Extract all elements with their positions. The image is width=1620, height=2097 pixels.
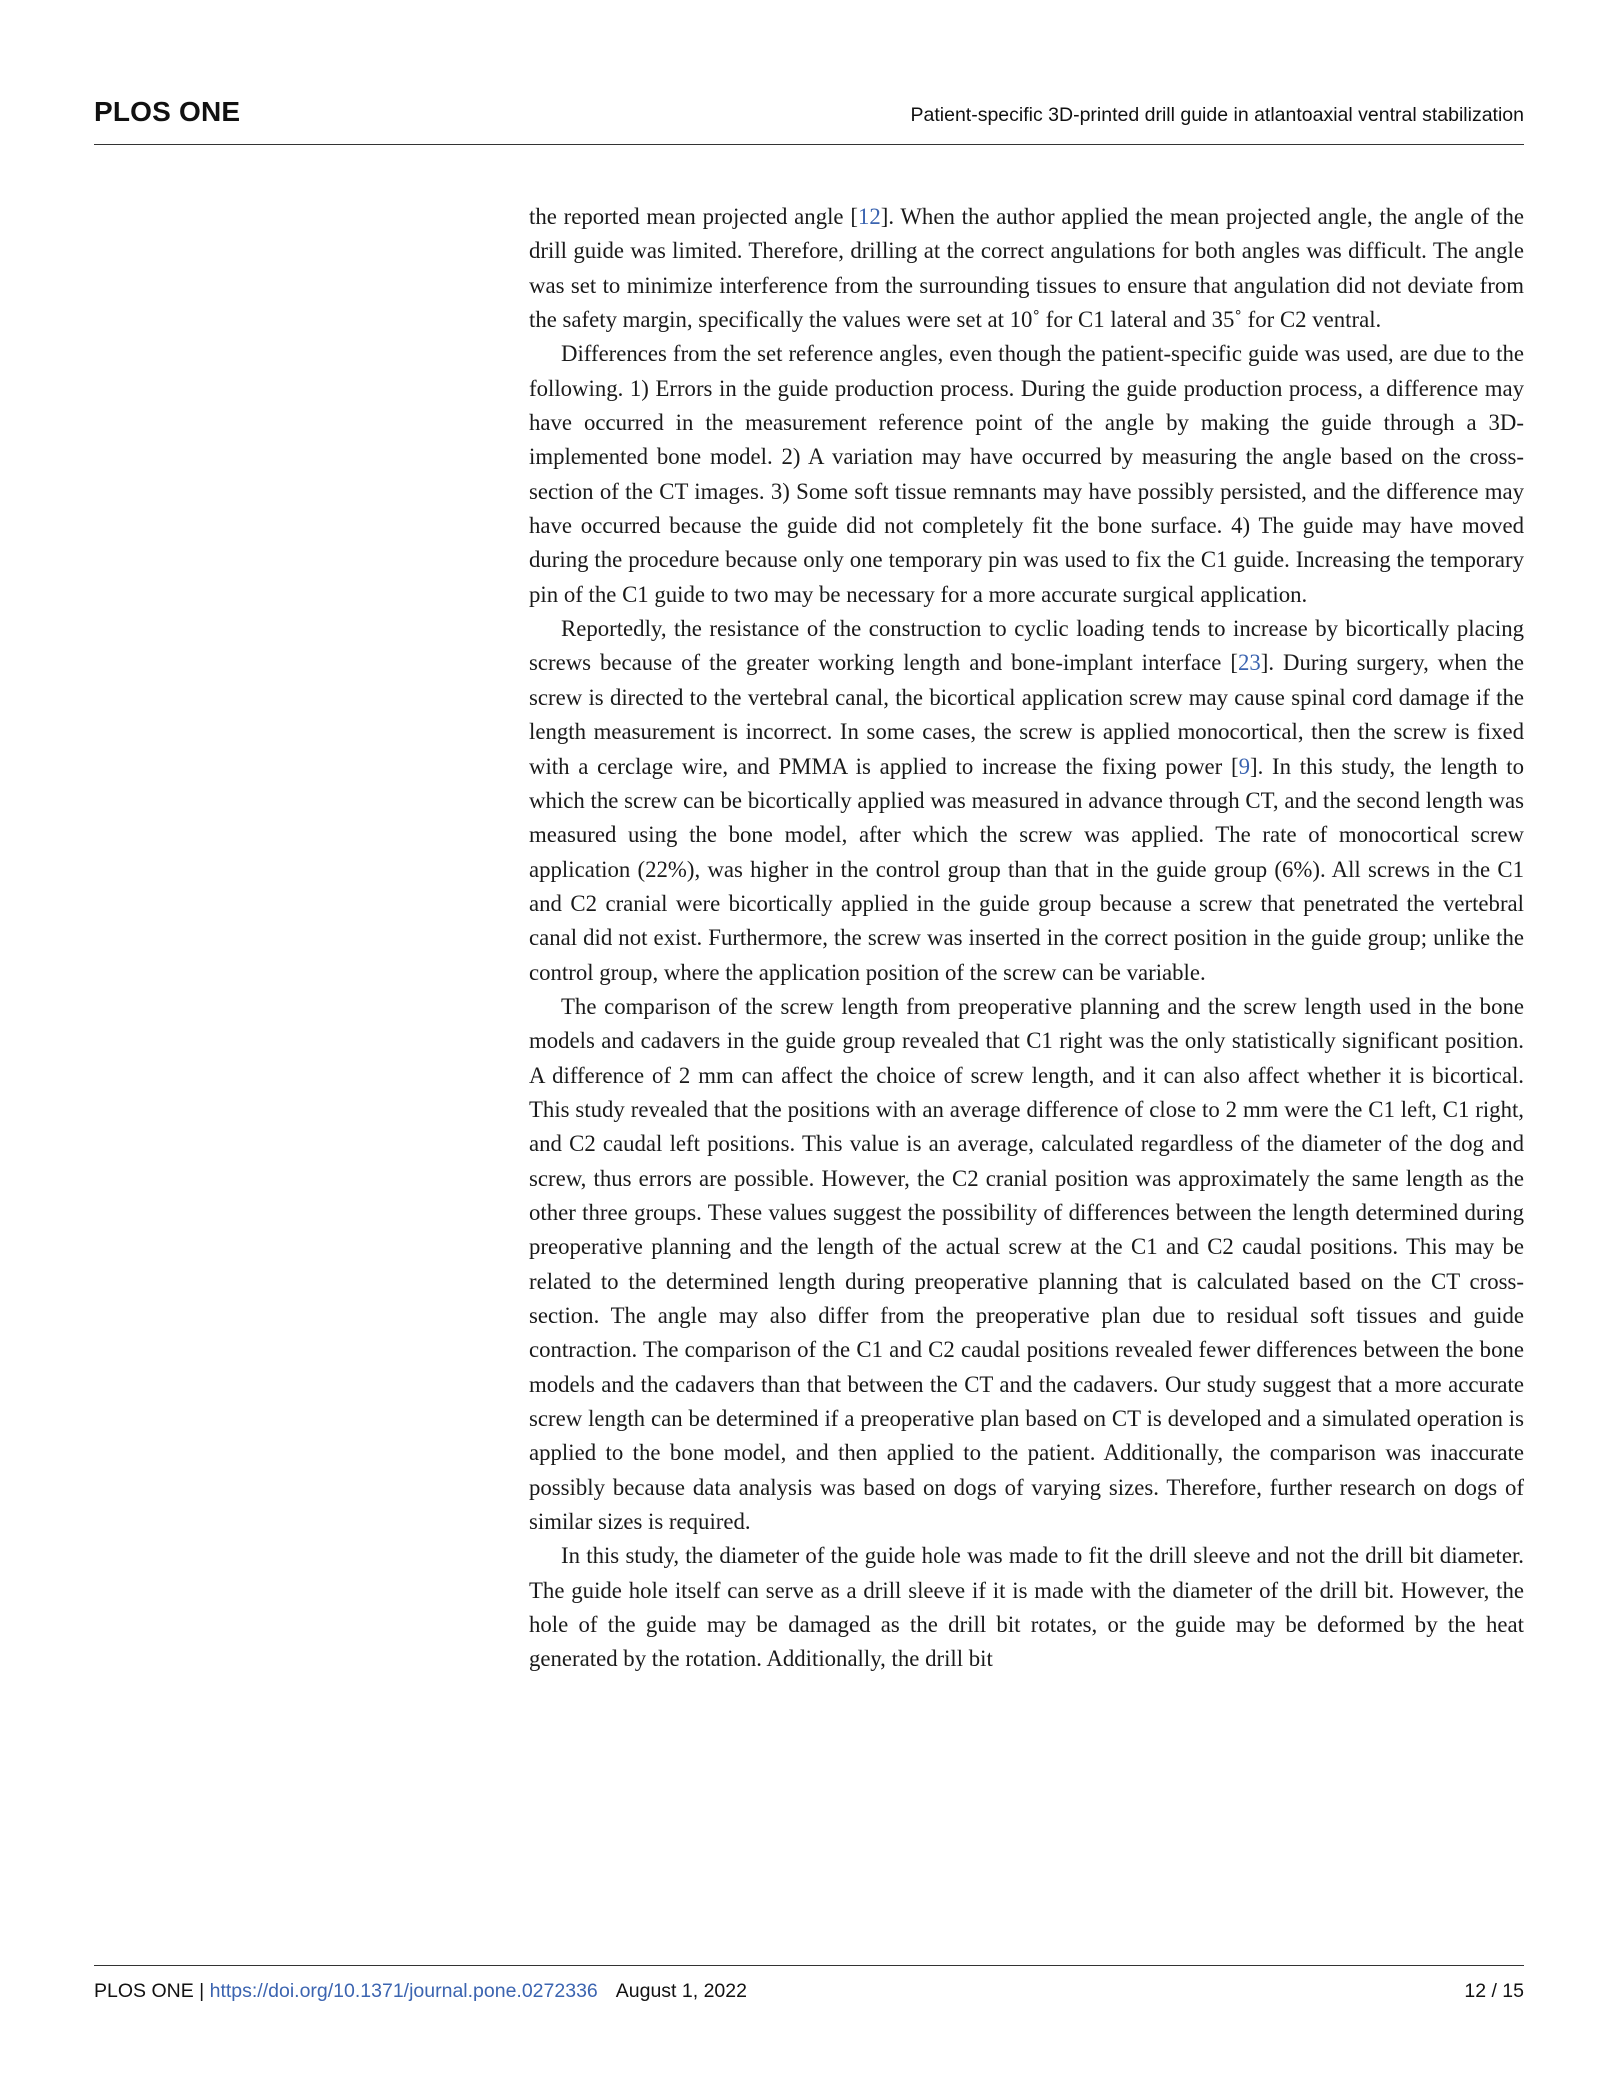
paragraph-4 [529,990,1524,1540]
paragraph-2 [529,337,1524,612]
paragraph-text: ]. In this study, the length to which the screw can be bicortically applied was measured in advance through CT, and the second length was measured using the bone model, after which the screw was applied. The rate of monocortical screw application (22%), was higher in the control group than that in the guide group (6%). All screws in the C1 and C2 cranial were bicortically applied in the guide group because a screw that penetrated the vertebral canal did not exist. Furthermore, the screw was inserted in the correct position in the guide group; unlike the control group, where the application position of the screw can be variable. [529,753,1524,985]
paragraph-text: ]. During surgery, when the screw is directed to the vertebral canal, the bicortical application screw may cause spinal cord damage if the length measurement is incorrect. In some cases, the screw is applied monocortical, then the screw is fixed with a cerclage wire, and PMMA is applied to increase the fixing power [ [529,650,1524,779]
page-header [94,96,1524,145]
page-footer [94,1965,1524,2016]
footer-citation [94,1980,747,2003]
citation-link-9[interactable]: 9 [1238,753,1250,779]
footer-journal: PLOS ONE [94,1980,194,2002]
doi-link[interactable]: https://doi.org/10.1371/journal.pone.0272336 [209,1980,598,2002]
publication-date: August 1, 2022 [615,1980,747,2002]
paragraph-text: The comparison of the screw length from preoperative planning and the screw length used in the bone models and cadavers in the guide group revealed that C1 right was the only statistically significant position. A difference of 2 mm can affect the choice of screw length, and it can also affect whether it is bicortical. This study revealed that the positions with an average difference of close to 2 mm were the C1 left, C1 right, and C2 caudal left positions. This value is an average, calculated regardless of the diameter of the dog and screw, thus errors are possible. However, the C2 cranial position was approximately the same length as the other three groups. These values suggest the possibility of differences between the length determined during preoperative planning and the length of the actual screw at the C1 and C2 caudal positions. This may be related to the determined length during preoperative planning that is calculated based on the CT cross-section. The angle may also differ from the preoperative plan due to residual soft tissues and guide contraction. The comparison of the C1 and C2 caudal positions revealed fewer differences between the bone models and the cadavers than that between the CT and the cadavers. Our study suggest that a more accurate screw length can be determined if a preoperative plan based on CT is developed and a simulated operation is applied to the bone model, and then applied to the patient. Additionally, the comparison was inaccurate possibly because data analysis was based on dogs of varying sizes. Therefore, further research on dogs of similar sizes is required. [529,993,1524,1535]
paragraph-text: Reportedly, the resistance of the construction to cyclic loading tends to increase by bicortically placing screws because of the greater working length and bone-implant interface [ [529,616,1524,676]
paragraph-text: ]. When the author applied the mean projected angle, the angle of the drill guide was limited. Therefore, drilling at the correct angulations for both angles was difficult. The angle was set to minimize interference from the surrounding tissues to ensure that angulation did not deviate from the safety margin, specifically the values were set at 10˚ for C1 lateral and 35˚ for C2 ventral. [529,204,1524,333]
paragraph-text: In this study, the diameter of the guide hole was made to fit the drill sleeve and not the drill bit diameter. The guide hole itself can serve as a drill sleeve if it is made with the diameter of the drill bit. However, the hole of the guide may be damaged as the drill bit rotates, or the guide may be deformed by the heat generated by the rotation. Additionally, the drill bit [529,1543,1524,1672]
paragraph-3 [529,612,1524,990]
paragraph-5 [529,1539,1524,1676]
citation-link-23[interactable]: 23 [1237,650,1261,676]
footer-separator: | [193,1980,210,2002]
paragraph-text: Differences from the set reference angles, even though the patient-specific guide was used, are due to the following. 1) Errors in the guide production process. During the guide production process, a difference may have occurred in the measurement reference point of the angle by making the guide through a 3D-implemented bone model. 2) A variation may have occurred by measuring the angle based on the cross-section of the CT images. 3) Some soft tissue remnants may have possibly persisted, and the difference may have occurred because the guide did not completely fit the bone surface. 4) The guide may have moved during the procedure because only one temporary pin was used to fix the C1 guide. Increasing the temporary pin of the C1 guide to two may be necessary for a more accurate surgical application. [529,341,1524,607]
running-title: Patient-specific 3D-printed drill guide in atlantoaxial ventral stabilization [910,104,1524,126]
article-body [529,200,1524,1677]
paragraph-text: the reported mean projected angle [ [529,204,858,229]
citation-link-12[interactable]: 12 [857,204,881,229]
page-number: 12 / 15 [1464,1980,1524,2002]
paragraph-1 [529,200,1524,337]
journal-name: PLOS ONE [94,96,241,127]
